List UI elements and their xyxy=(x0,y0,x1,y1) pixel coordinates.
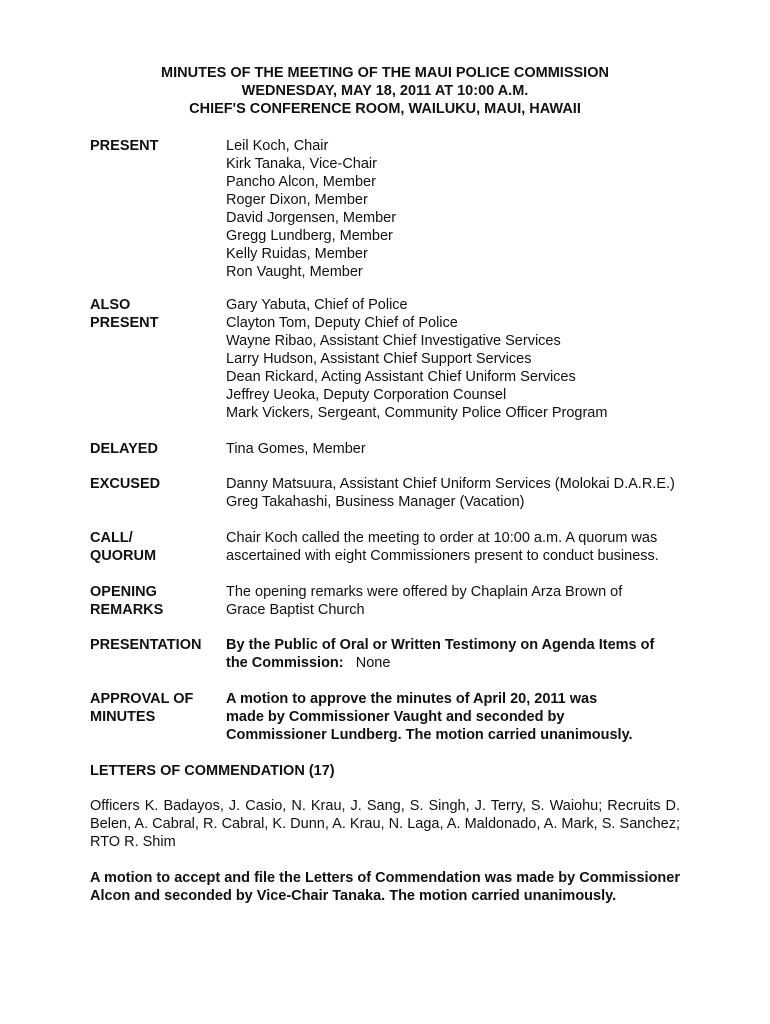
also-present-label xyxy=(90,296,225,332)
present-item: Leil Koch, Chair xyxy=(226,138,329,154)
present-item: Kelly Ruidas, Member xyxy=(226,246,368,262)
presentation-value: None xyxy=(355,655,391,671)
letters-officers-paragraph: Officers K. Badayos, J. Casio, N. Krau, J. Sang, S. Singh, J. Terry, S. Waiohu; Recruits D. Belen, A. Cabral, R. Cabral, K. Dunn, A. Krau, N. Laga, A. Maldonado, A. Mark, S. Sanchez; RTO R. Shim xyxy=(90,798,680,850)
also-present-item: Gary Yabuta, Chief of Police xyxy=(226,297,408,313)
opening-remarks-text xyxy=(226,583,696,619)
present-list xyxy=(226,137,696,281)
delayed-label: DELAYED xyxy=(90,441,158,457)
also-present-item: Dean Rickard, Acting Assistant Chief Uniform Services xyxy=(226,369,576,385)
presentation-text xyxy=(226,636,696,672)
excused-item: Danny Matsuura, Assistant Chief Uniform Services (Molokai D.A.R.E.) xyxy=(226,476,675,492)
approval-label xyxy=(90,690,225,726)
also-present-item: Jeffrey Ueoka, Deputy Corporation Counsel xyxy=(226,387,507,403)
presentation-line: By the Public of Oral or Written Testimony on Agenda Items of xyxy=(226,637,655,653)
header-date: WEDNESDAY, MAY 18, 2011 AT 10:00 A.M. xyxy=(241,83,529,99)
present-item: Gregg Lundberg, Member xyxy=(226,228,393,244)
opening-remarks-line: The opening remarks were offered by Chaplain Arza Brown of xyxy=(226,584,623,600)
also-present-item: Mark Vickers, Sergeant, Community Police Officer Program xyxy=(226,405,608,421)
approval-text xyxy=(226,690,696,744)
also-present-item: Wayne Ribao, Assistant Chief Investigative Services xyxy=(226,333,561,349)
approval-label-line1: APPROVAL OF xyxy=(90,691,194,707)
call-quorum-line: Chair Koch called the meeting to order at 10:00 a.m. A quorum was xyxy=(226,530,658,546)
call-quorum-label-line1: CALL/ xyxy=(90,530,133,546)
document-header xyxy=(0,64,770,118)
call-quorum-label-line2: QUORUM xyxy=(90,548,157,564)
opening-remarks-label-line2: REMARKS xyxy=(90,602,164,618)
present-item: David Jorgensen, Member xyxy=(226,210,397,226)
excused-label: EXCUSED xyxy=(90,476,161,492)
opening-remarks-label xyxy=(90,583,225,619)
header-location: CHIEF'S CONFERENCE ROOM, WAILUKU, MAUI, HAWAII xyxy=(189,101,581,117)
approval-line: A motion to approve the minutes of April 20, 2011 was xyxy=(226,691,598,707)
present-item: Pancho Alcon, Member xyxy=(226,174,376,190)
present-item: Kirk Tanaka, Vice-Chair xyxy=(226,156,377,172)
also-present-label-line2: PRESENT xyxy=(90,315,159,331)
approval-line: made by Commissioner Vaught and seconded by xyxy=(226,709,565,725)
present-label: PRESENT xyxy=(90,138,159,154)
approval-line: Commissioner Lundberg. The motion carried unanimously. xyxy=(226,727,633,743)
delayed-list xyxy=(226,440,696,458)
present-item: Ron Vaught, Member xyxy=(226,264,363,280)
header-title: MINUTES OF THE MEETING OF THE MAUI POLICE COMMISSION xyxy=(161,65,609,81)
also-present-label-line1: ALSO xyxy=(90,297,131,313)
call-quorum-line: ascertained with eight Commissioners present to conduct business. xyxy=(226,548,659,564)
present-item: Roger Dixon, Member xyxy=(226,192,368,208)
also-present-item: Larry Hudson, Assistant Chief Support Services xyxy=(226,351,532,367)
also-present-list xyxy=(226,296,696,422)
call-quorum-text xyxy=(226,529,696,565)
opening-remarks-line: Grace Baptist Church xyxy=(226,602,365,618)
letters-heading: LETTERS OF COMMENDATION (17) xyxy=(90,763,335,779)
presentation-line xyxy=(226,654,696,672)
opening-remarks-label-line1: OPENING xyxy=(90,584,157,600)
excused-item: Greg Takahashi, Business Manager (Vacation) xyxy=(226,494,525,510)
call-quorum-label xyxy=(90,529,225,565)
excused-list xyxy=(226,475,696,511)
approval-label-line2: MINUTES xyxy=(90,709,156,725)
also-present-item: Clayton Tom, Deputy Chief of Police xyxy=(226,315,458,331)
presentation-label: PRESENTATION xyxy=(90,637,202,653)
letters-motion-paragraph: A motion to accept and file the Letters of Commendation was made by Commissioner Alcon and seconded by Vice-Chair Tanaka. The motion carried unanimously. xyxy=(90,870,680,904)
presentation-subject: the Commission: xyxy=(226,655,344,671)
delayed-item: Tina Gomes, Member xyxy=(226,441,366,457)
